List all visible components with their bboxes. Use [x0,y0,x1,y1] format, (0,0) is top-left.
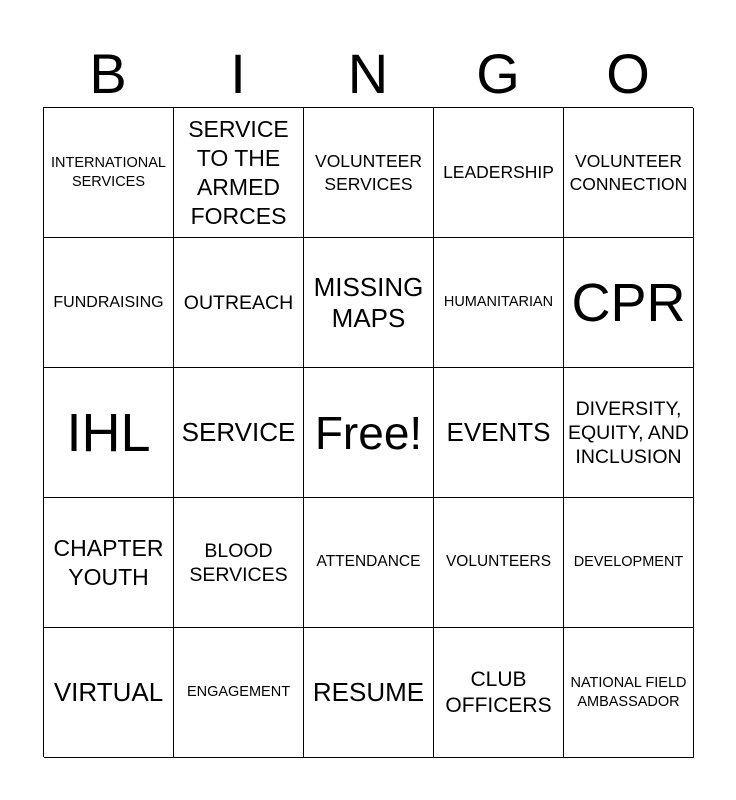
cell-label: VOLUNTEER CONNECTION [569,150,688,194]
cell-label: VOLUNTEER SERVICES [315,150,422,194]
bingo-cell[interactable] [564,108,694,238]
bingo-cell[interactable] [304,628,434,758]
cell-label: INTERNATIONAL SERVICES [51,155,166,190]
bingo-cell[interactable] [174,368,304,498]
bingo-cell[interactable] [564,628,694,758]
cell-label: CLUB OFFICERS [445,667,552,717]
cell-label: RESUME [312,677,425,707]
cell-label: CPR [571,272,686,333]
bingo-board [43,107,693,757]
bingo-cell[interactable] [174,628,304,758]
cell-label: DIVERSITY, EQUITY, AND INCLUSION [568,397,690,468]
bingo-cell[interactable] [564,368,694,498]
free-space-label: Free! [314,406,423,459]
bingo-cell[interactable] [434,108,564,238]
bingo-cell[interactable] [304,108,434,238]
bingo-cell[interactable] [434,368,564,498]
bingo-cell[interactable] [304,238,434,368]
bingo-cell[interactable] [434,498,564,628]
bingo-cell[interactable] [44,628,174,758]
cell-label: IHL [66,402,151,463]
header-letter-g: G [476,42,520,105]
cell-label: EVENTS [446,417,551,447]
header-letter-i: I [230,42,246,105]
cell-label: HUMANITARIAN [443,294,554,311]
bingo-cell[interactable] [564,498,694,628]
cell-label: NATIONAL FIELD AMBASSADOR [570,675,687,710]
bingo-cell[interactable] [44,368,174,498]
cell-label: MISSING MAPS [313,271,424,333]
bingo-header [43,40,693,108]
bingo-cell[interactable] [564,238,694,368]
bingo-cell[interactable] [434,628,564,758]
cell-label: ATTENDANCE [316,553,421,571]
cell-label: FUNDRAISING [53,294,164,311]
cell-label: SERVICE TO THE ARMED FORCES [188,115,289,229]
cell-label: BLOOD SERVICES [189,539,288,586]
bingo-cell[interactable] [174,238,304,368]
bingo-cell[interactable] [174,498,304,628]
bingo-cell[interactable] [174,108,304,238]
cell-label: LEADERSHIP [443,162,554,182]
header-letter-n: N [347,42,389,105]
cell-label: OUTREACH [183,291,294,314]
bingo-cell[interactable] [44,108,174,238]
cell-label: VIRTUAL [53,677,164,707]
header-letter-b: B [89,42,127,105]
cell-label: SERVICE [181,417,296,447]
cell-label: DEVELOPMENT [573,554,684,571]
cell-label: VOLUNTEERS [445,553,552,571]
bingo-cell[interactable] [434,238,564,368]
bingo-cell[interactable] [44,498,174,628]
bingo-cell[interactable] [304,498,434,628]
bingo-cell free-space[interactable] [304,368,434,498]
cell-label: ENGAGEMENT [186,684,291,701]
bingo-cell[interactable] [44,238,174,368]
header-letter-o: O [606,42,650,105]
cell-label: CHAPTER YOUTH [53,534,164,590]
